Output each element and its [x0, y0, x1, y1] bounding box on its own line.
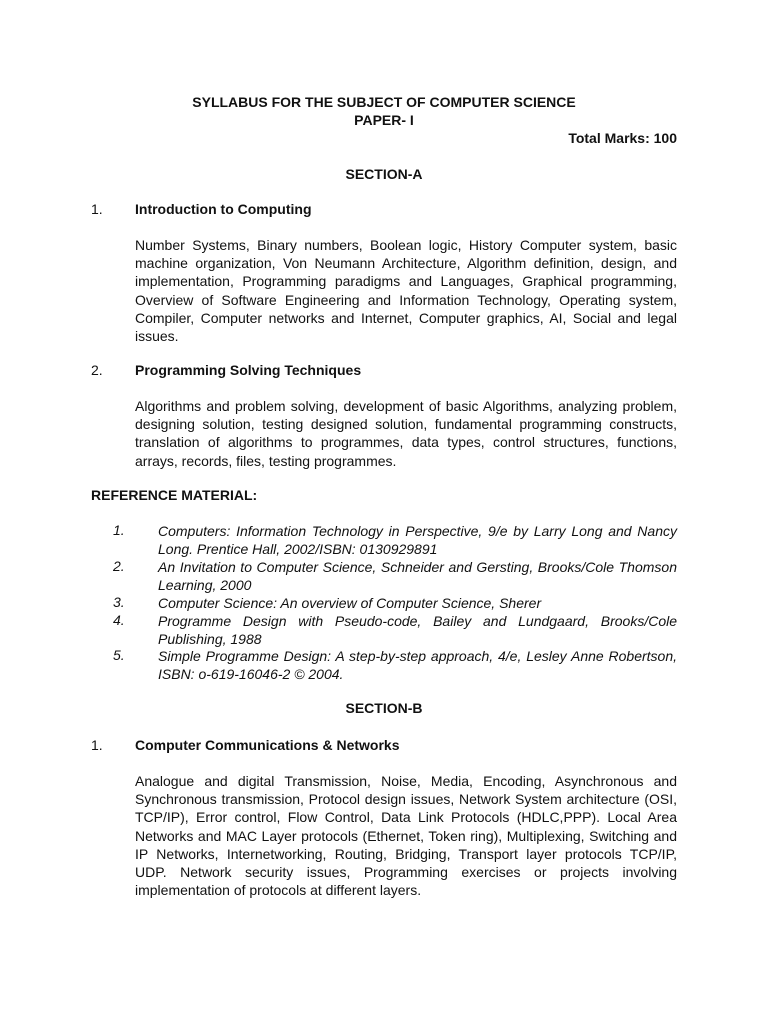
topic-description: Analogue and digital Transmission, Noise, Media, Encoding, Asynchronous and Synchronous transmission, Protocol design issues, Network System architecture (OSI, TCP/IP), Error control, Flow Control, Data Link Protocols (HDLC,PPP). Local Area Networks and MAC Layer protocols (Ethernet, Token ring), Multiplexing, Switching and IP Networks, Internetworking, Routing, Bridging, Transport layer protocols TCP/IP, UDP. Network security issues, Programming exercises or projects involving implementation of protocols at different layers. [135, 773, 677, 899]
topic-heading: Introduction to Computing [135, 201, 312, 217]
reference-number: 1. [113, 522, 125, 538]
topic-heading: Programming Solving Techniques [135, 362, 362, 378]
topic-description: Algorithms and problem solving, development of basic Algorithms, analyzing problem, designing solution, testing designed solution, fundamental programming constructs, translation of algorithms to programmes, data types, control structures, functions, arrays, records, files, testing programmes. [135, 398, 677, 469]
document-title: SYLLABUS FOR THE SUBJECT OF COMPUTER SCIENCE [192, 94, 576, 110]
reference-item: Simple Programme Design: A step-by-step approach, 4/e, Lesley Anne Robertson, ISBN: o-619-16046-2 © 2004. [158, 648, 677, 683]
section-b-title: SECTION-B [345, 700, 423, 716]
reference-material-title: REFERENCE MATERIAL: [91, 487, 258, 503]
topic-description: Number Systems, Binary numbers, Boolean logic, History Computer system, basic machine organization, Von Neumann Architecture, Algorithm definition, design, and implementation, Programming paradigms and Languages, Graphical programming, Overview of Software Engineering and Information Technology, Operating system, Compiler, Computer networks and Internet, Computer graphics, AI, Social and legal issues. [135, 237, 677, 345]
topic-number: 2. [91, 362, 103, 378]
paper-label: PAPER- I [354, 112, 414, 128]
total-marks: Total Marks: 100 [568, 130, 677, 146]
reference-item: Computer Science: An overview of Computer Science, Sherer [158, 595, 542, 611]
reference-number: 3. [113, 594, 125, 610]
reference-item: An Invitation to Computer Science, Schneider and Gersting, Brooks/Cole Thomson Learning, 2000 [158, 559, 677, 594]
reference-number: 4. [113, 612, 125, 628]
reference-number: 2. [113, 558, 125, 574]
topic-number: 1. [91, 201, 103, 217]
reference-number: 5. [113, 647, 125, 663]
topic-heading: Computer Communications & Networks [135, 737, 400, 753]
reference-item: Programme Design with Pseudo-code, Bailey and Lundgaard, Brooks/Cole Publishing, 1988 [158, 613, 677, 648]
reference-item: Computers: Information Technology in Perspective, 9/e by Larry Long and Nancy Long. Prentice Hall, 2002/ISBN: 0130929891 [158, 523, 677, 558]
topic-number: 1. [91, 737, 103, 753]
section-a-title: SECTION-A [345, 166, 423, 182]
